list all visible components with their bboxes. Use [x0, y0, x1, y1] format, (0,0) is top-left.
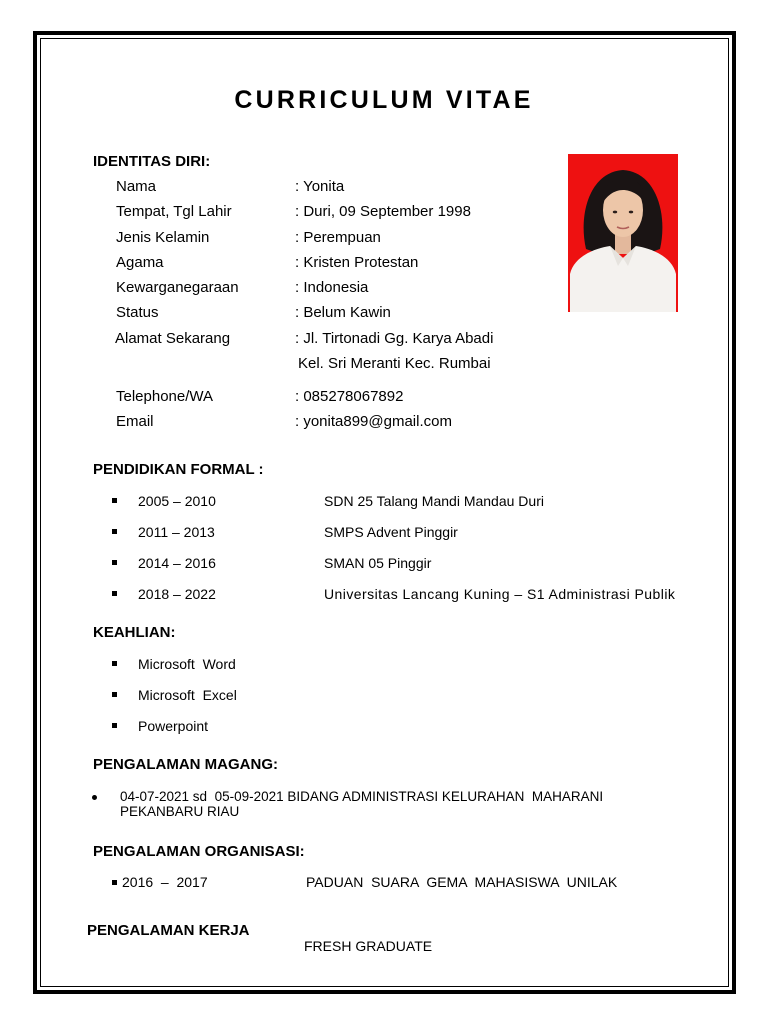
pendidikan-heading: PENDIDIKAN FORMAL : [93, 461, 264, 478]
pendidikan-years: 2014 – 2016 [138, 555, 216, 571]
label-alamat: Alamat Sekarang [115, 330, 231, 347]
square-bullet-icon [112, 692, 117, 697]
value-telephone: : 085278067892 [295, 388, 404, 405]
page-title: CURRICULUM VITAE [234, 86, 534, 114]
label-agama: Agama [116, 254, 164, 271]
magang-line2: PEKANBARU RIAU [120, 804, 240, 819]
magang-heading: PENGALAMAN MAGANG: [93, 756, 278, 773]
square-bullet-icon [112, 723, 117, 728]
pendidikan-years: 2005 – 2010 [138, 493, 216, 509]
label-nama: Nama [116, 178, 157, 195]
organisasi-name: PADUAN SUARA GEMA MAHASISWA UNILAK [306, 874, 618, 890]
value-alamat-line2: Kel. Sri Meranti Kec. Rumbai [298, 355, 491, 372]
label-email: Email [116, 413, 154, 430]
organisasi-years: 2016 – 2017 [122, 874, 208, 890]
square-bullet-icon [112, 880, 117, 885]
pendidikan-school: Universitas Lancang Kuning – S1 Administrasi Publik [324, 586, 676, 602]
value-jenis-kelamin: : Perempuan [295, 229, 381, 246]
pendidikan-school: SDN 25 Talang Mandi Mandau Duri [324, 493, 544, 509]
value-email: : yonita899@gmail.com [295, 413, 452, 430]
round-bullet-icon [92, 795, 97, 800]
label-status: Status [116, 304, 159, 321]
value-tempat-tgl-lahir: : Duri, 09 September 1998 [295, 203, 471, 220]
keahlian-heading: KEAHLIAN: [93, 624, 176, 641]
square-bullet-icon [112, 591, 117, 596]
skill-item: Microsoft Word [138, 656, 236, 672]
value-alamat-line1: : Jl. Tirtonadi Gg. Karya Abadi [295, 330, 494, 347]
profile-photo [568, 154, 678, 312]
value-nama: : Yonita [295, 178, 345, 195]
organisasi-heading: PENGALAMAN ORGANISASI: [93, 843, 305, 860]
label-telephone: Telephone/WA [116, 388, 214, 405]
square-bullet-icon [112, 498, 117, 503]
label-kewarganegaraan: Kewarganegaraan [116, 279, 239, 296]
pendidikan-school: SMAN 05 Pinggir [324, 555, 432, 571]
value-kewarganegaraan: : Indonesia [295, 279, 369, 296]
square-bullet-icon [112, 661, 117, 666]
kerja-value: FRESH GRADUATE [304, 938, 433, 954]
skill-item: Powerpoint [138, 718, 209, 734]
identitas-heading: IDENTITAS DIRI: [93, 153, 211, 170]
pendidikan-years: 2018 – 2022 [138, 586, 216, 602]
kerja-heading: PENGALAMAN KERJA [87, 922, 250, 939]
skill-item: Microsoft Excel [138, 687, 237, 703]
magang-line1: 04-07-2021 sd 05-09-2021 BIDANG ADMINISTRASI KELURAHAN MAHARANI [120, 789, 604, 804]
pendidikan-years: 2011 – 2013 [138, 524, 215, 540]
value-agama: : Kristen Protestan [295, 254, 419, 271]
value-status: : Belum Kawin [295, 304, 391, 321]
label-jenis-kelamin: Jenis Kelamin [116, 229, 210, 246]
pendidikan-school: SMPS Advent Pinggir [324, 524, 458, 540]
square-bullet-icon [112, 560, 117, 565]
square-bullet-icon [112, 529, 117, 534]
label-tempat-tgl-lahir: Tempat, Tgl Lahir [116, 203, 232, 220]
